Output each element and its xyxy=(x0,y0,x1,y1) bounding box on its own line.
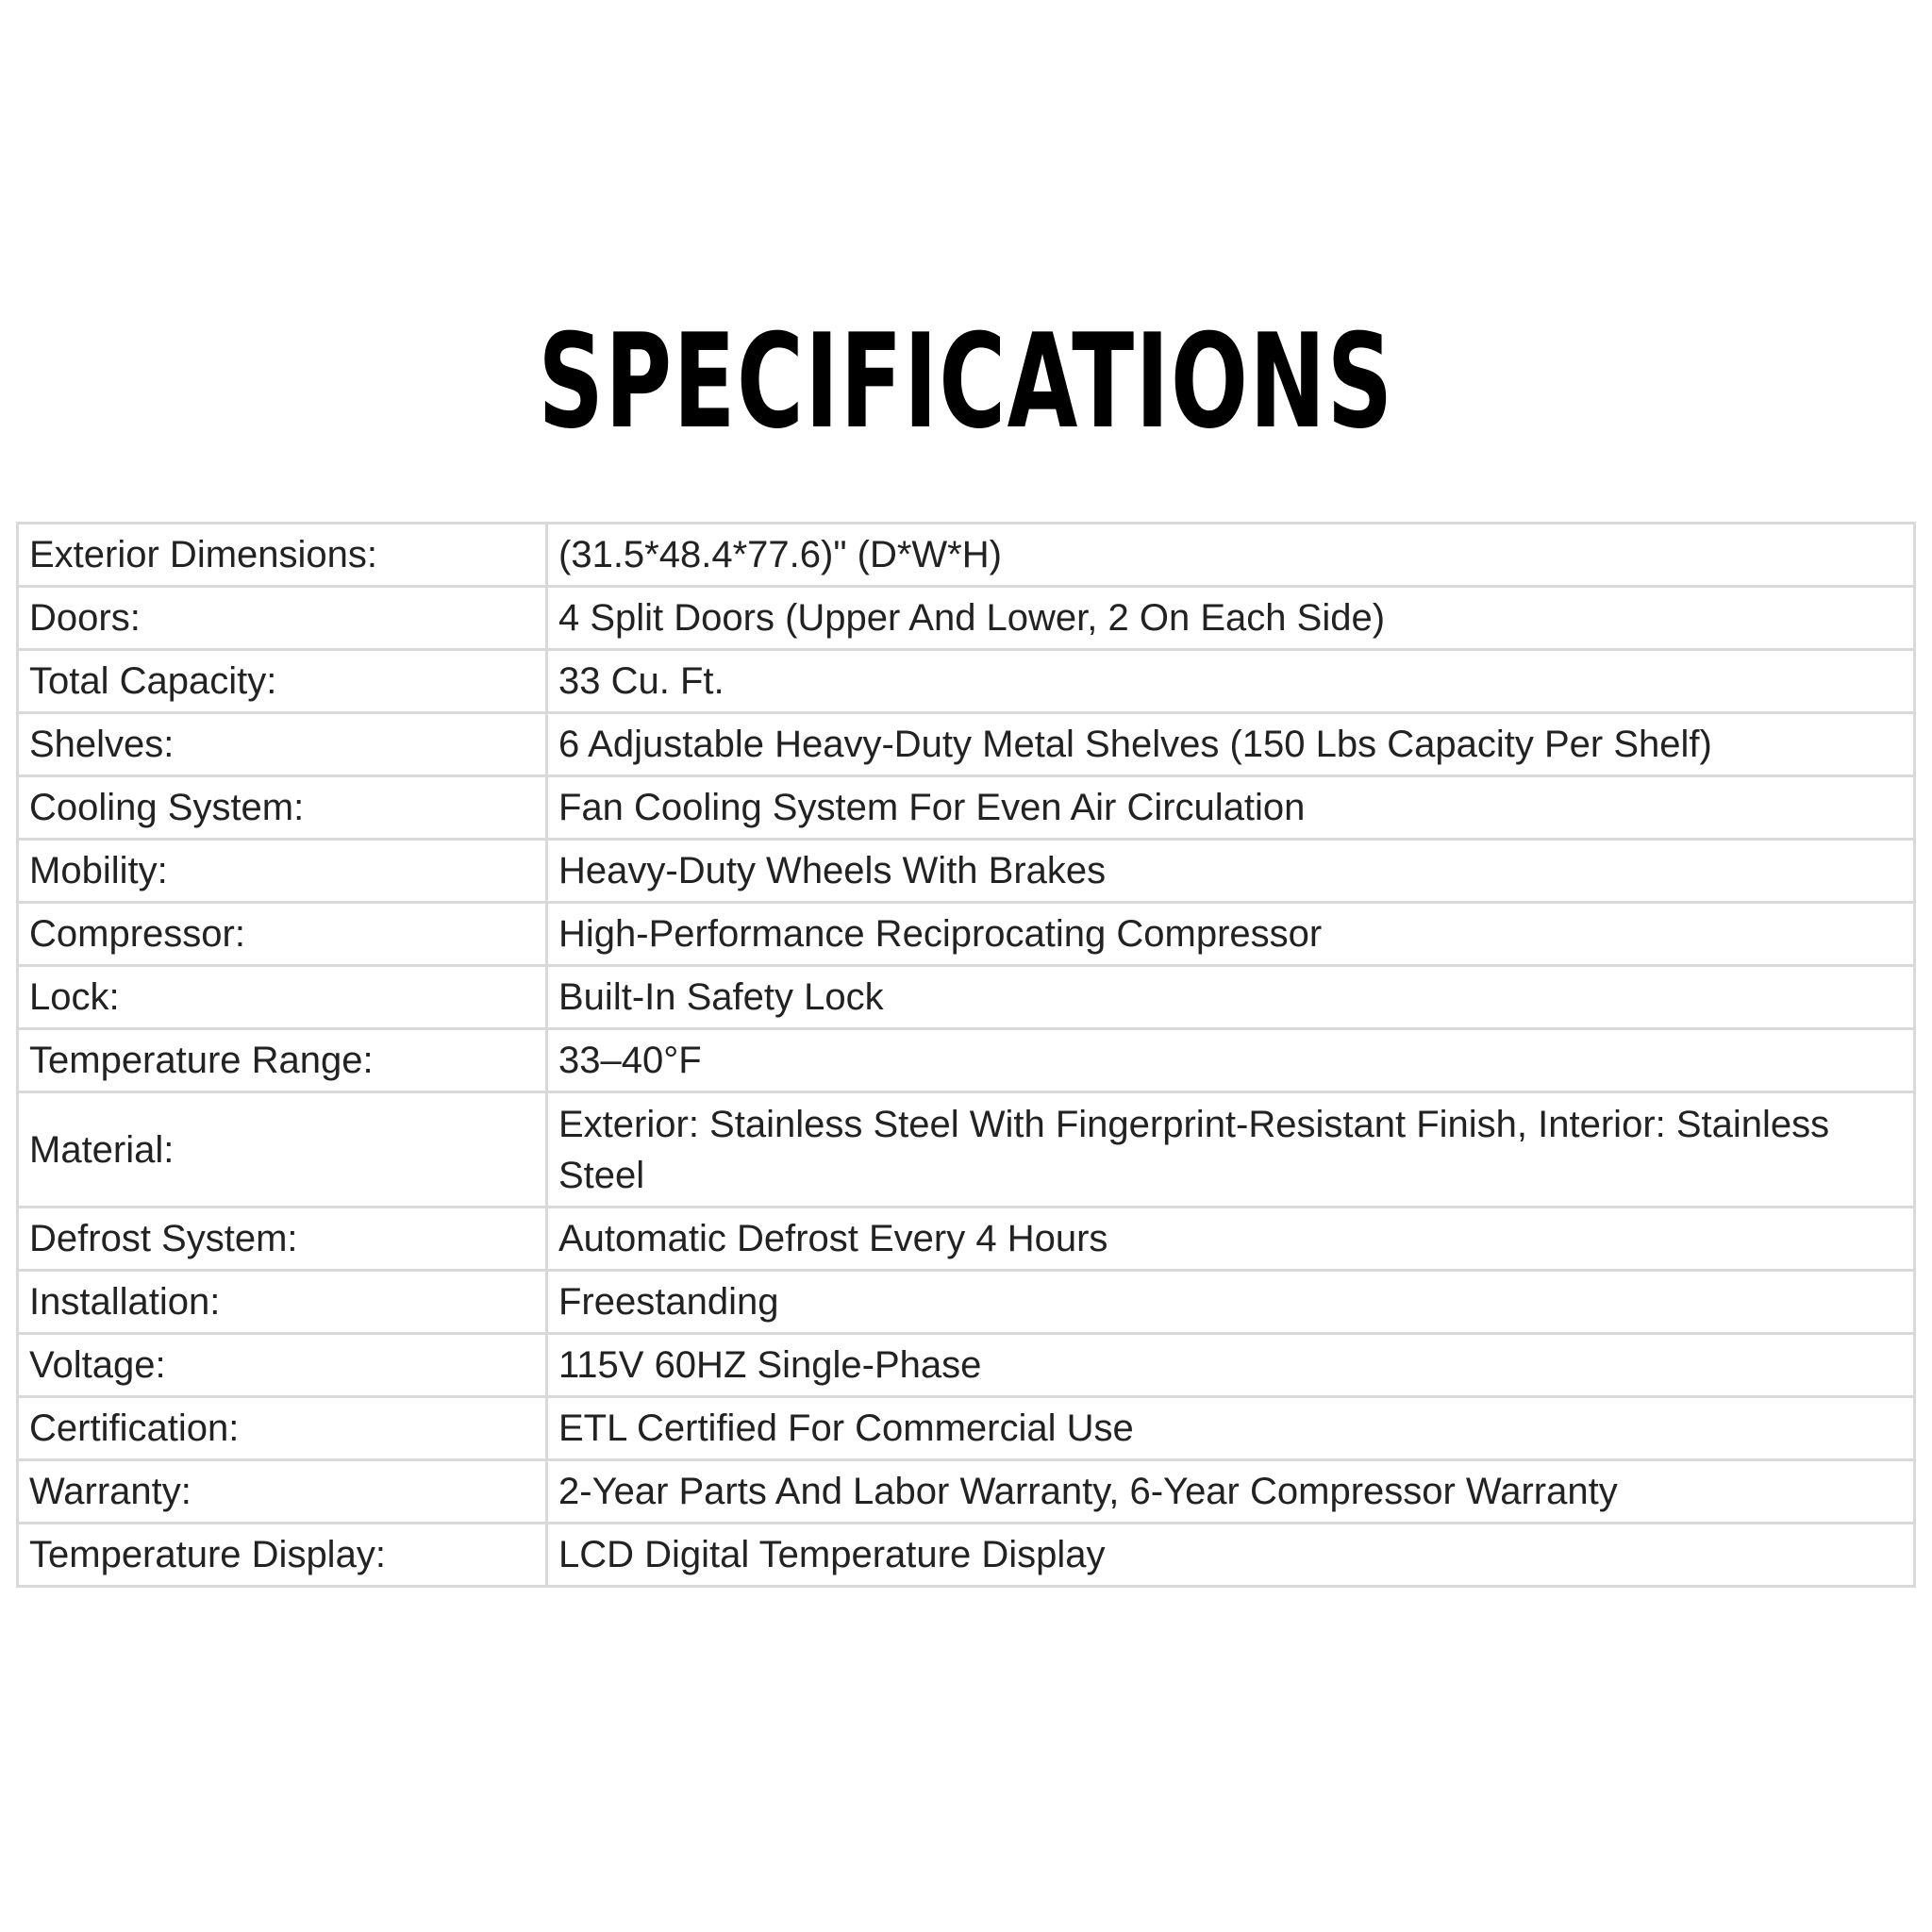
spec-value: 2-Year Parts And Labor Warranty, 6-Year Compressor Warranty xyxy=(547,1460,1915,1524)
specifications-table xyxy=(16,522,1916,1588)
spec-value: Built-In Safety Lock xyxy=(547,966,1915,1029)
spec-label: Material: xyxy=(18,1092,547,1208)
table-row xyxy=(18,1397,1915,1460)
spec-label: Shelves: xyxy=(18,713,547,776)
table-row xyxy=(18,840,1915,903)
spec-value: 33 Cu. Ft. xyxy=(547,650,1915,713)
spec-label: Lock: xyxy=(18,966,547,1029)
spec-label: Defrost System: xyxy=(18,1208,547,1271)
spec-label: Total Capacity: xyxy=(18,650,547,713)
spec-value: 33–40°F xyxy=(547,1029,1915,1092)
spec-value: Heavy-Duty Wheels With Brakes xyxy=(547,840,1915,903)
page-title: SPECIFICATIONS xyxy=(538,306,1394,458)
spec-label: Installation: xyxy=(18,1271,547,1334)
spec-value: ETL Certified For Commercial Use xyxy=(547,1397,1915,1460)
table-row xyxy=(18,1334,1915,1397)
table-row xyxy=(18,587,1915,650)
spec-label: Certification: xyxy=(18,1397,547,1460)
table-row xyxy=(18,713,1915,776)
spec-value: Exterior: Stainless Steel With Fingerprint-Resistant Finish, Interior: Stainless Steel xyxy=(547,1092,1915,1208)
spec-label: Compressor: xyxy=(18,903,547,966)
table-row xyxy=(18,966,1915,1029)
table-row xyxy=(18,1271,1915,1334)
table-row xyxy=(18,1524,1915,1587)
spec-value: High-Performance Reciprocating Compressor xyxy=(547,903,1915,966)
spec-label: Warranty: xyxy=(18,1460,547,1524)
spec-value: 6 Adjustable Heavy-Duty Metal Shelves (150 Lbs Capacity Per Shelf) xyxy=(547,713,1915,776)
table-row xyxy=(18,650,1915,713)
table-row xyxy=(18,776,1915,840)
spec-label: Temperature Display: xyxy=(18,1524,547,1587)
spec-value: LCD Digital Temperature Display xyxy=(547,1524,1915,1587)
spec-label: Exterior Dimensions: xyxy=(18,524,547,587)
spec-label: Voltage: xyxy=(18,1334,547,1397)
spec-label: Temperature Range: xyxy=(18,1029,547,1092)
table-row xyxy=(18,1092,1915,1208)
spec-value: 115V 60HZ Single-Phase xyxy=(547,1334,1915,1397)
spec-value: (31.5*48.4*77.6)" (D*W*H) xyxy=(547,524,1915,587)
table-row xyxy=(18,1208,1915,1271)
table-row xyxy=(18,524,1915,587)
spec-value: Fan Cooling System For Even Air Circulation xyxy=(547,776,1915,840)
spec-label: Mobility: xyxy=(18,840,547,903)
spec-value: Automatic Defrost Every 4 Hours xyxy=(547,1208,1915,1271)
spec-label: Doors: xyxy=(18,587,547,650)
spec-value: 4 Split Doors (Upper And Lower, 2 On Each Side) xyxy=(547,587,1915,650)
spec-value: Freestanding xyxy=(547,1271,1915,1334)
table-row xyxy=(18,1460,1915,1524)
spec-label: Cooling System: xyxy=(18,776,547,840)
table-row xyxy=(18,1029,1915,1092)
table-row xyxy=(18,903,1915,966)
